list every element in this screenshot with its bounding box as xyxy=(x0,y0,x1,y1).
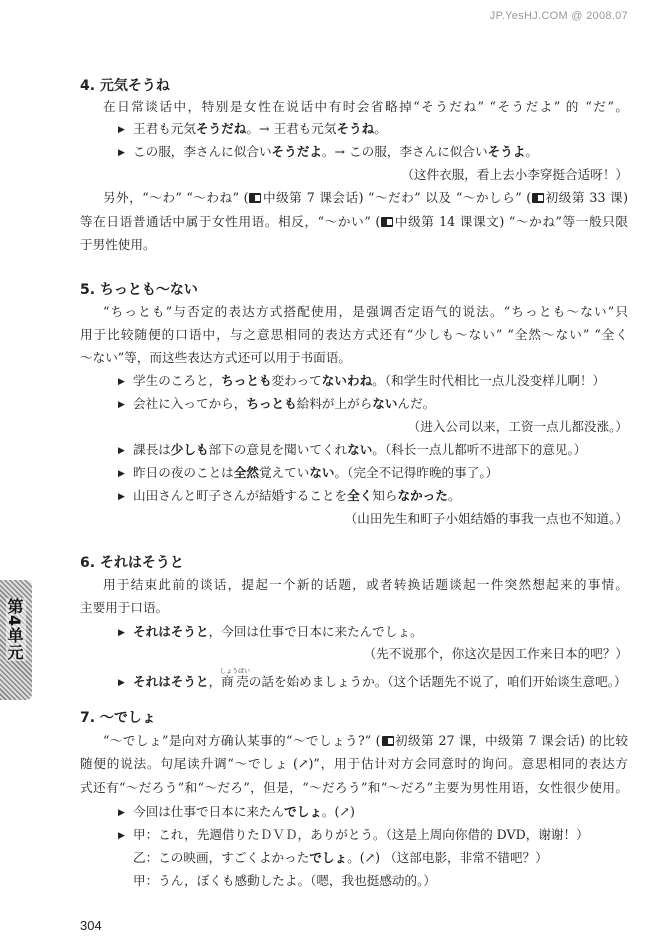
text-segment: （这件衣服，看上去小李穿挺合适呀！） xyxy=(401,167,628,182)
bold-keyword: ちっとも xyxy=(221,373,272,388)
text-segment: 。(↗) （这部电影，非常不错吧？） xyxy=(347,850,548,865)
bullet-triangle-icon: ▶ xyxy=(118,377,125,387)
bold-keyword: でしょ xyxy=(309,850,348,865)
text-segment: 用于结束此前的谈话，提起一个新的话题，或者转换话题谈起一件突然想起来的事情。 xyxy=(103,577,628,592)
text-segment: 中级第 14 课课文) “～かね”等一般只限 xyxy=(394,214,628,229)
text-line xyxy=(80,778,628,798)
example-item xyxy=(118,440,586,460)
bullet-triangle-icon: ▶ xyxy=(118,628,125,638)
bold-keyword: 少しも xyxy=(170,442,209,457)
example-item xyxy=(118,486,460,506)
text-line xyxy=(80,212,628,232)
bold-keyword: ちっとも xyxy=(246,396,297,411)
example-item xyxy=(118,142,538,162)
text-line xyxy=(103,731,628,751)
text-segment: 部下の意見を聞いてくれ xyxy=(208,442,348,457)
translation-line xyxy=(401,165,628,185)
text-segment: （先不说那个，你这次是因工作来日本的吧？） xyxy=(363,646,628,661)
text-line xyxy=(103,575,628,595)
book-reference-icon xyxy=(532,193,544,203)
text-segment: （进入公司以来，工资一点儿都没涨。） xyxy=(407,419,628,434)
text-segment: 随便的说法。句尾读升调“～でしょ (↗)”，用于估计对方会同意时的询问。意思相同的表达方 xyxy=(80,756,628,771)
text-segment: 。（和学生时代相比一点儿没变样儿啊！） xyxy=(372,373,606,388)
bold-keyword: そうだよ xyxy=(271,144,322,159)
translation-line xyxy=(345,509,628,529)
text-line xyxy=(80,754,628,774)
text-segment: 。 xyxy=(447,488,461,503)
text-segment: 。→ 王君も元気 xyxy=(246,121,337,136)
bold-keyword: ない xyxy=(372,396,398,411)
example-item xyxy=(118,463,498,483)
text-segment: んだ。 xyxy=(397,396,436,411)
text-line xyxy=(103,302,628,322)
section-heading: 7. ～でしょ xyxy=(80,710,156,726)
text-segment: 初级第 33 课) xyxy=(545,190,628,205)
text-segment: 課長は xyxy=(133,442,171,457)
text-segment: 覚えてい xyxy=(258,465,310,480)
text-segment: 昨日の夜のことは xyxy=(133,465,234,480)
bold-keyword: ない xyxy=(309,465,335,480)
text-line xyxy=(80,325,628,345)
section-heading: 6. それはそうと xyxy=(80,555,184,571)
text-segment: 。（完全不记得昨晚的事了。） xyxy=(334,465,499,480)
text-segment: 。→ この服，李さんに似合い xyxy=(321,144,488,159)
bullet-triangle-icon: ▶ xyxy=(118,678,125,688)
example-item xyxy=(118,802,355,822)
text-segment: ， xyxy=(208,674,222,689)
text-segment: 変わって xyxy=(271,373,322,388)
text-segment: 学生のころと， xyxy=(133,373,222,388)
page-number: 304 xyxy=(80,918,102,933)
text-line xyxy=(80,235,628,255)
bullet-triangle-icon: ▶ xyxy=(118,400,125,410)
example-item xyxy=(118,825,589,845)
bold-keyword: それはそうと xyxy=(133,674,209,689)
text-segment: 山田さんと町子さんが結婚することを xyxy=(133,488,348,503)
text-segment: の話を始めましょうか。（这个话题先不说了，咱们开始谈生意吧。） xyxy=(248,674,627,689)
watermark: JP.YesHJ.COM @ 2008.07 xyxy=(489,10,628,22)
text-line xyxy=(103,188,628,208)
bold-keyword: それはそうと xyxy=(133,624,209,639)
text-segment: 等在日语普通话中属于女性用语。相反，“～かい” ( xyxy=(80,214,381,229)
text-segment: 。（科长一点儿都听不进部下的意见。） xyxy=(372,442,587,457)
book-reference-icon xyxy=(249,193,261,203)
text-segment: 中级第 7 课会话) “～だわ” 以及 “～かしら” ( xyxy=(262,190,532,205)
text-segment: “～でしょ”是向对方确认某事的“～でしょう?” ( xyxy=(103,733,381,748)
text-segment: 甲：うん，ぼくも感動したよ。（嗯，我也挺感动的。） xyxy=(133,873,436,888)
example-item xyxy=(118,622,423,642)
bold-keyword: そうだね xyxy=(195,121,247,136)
bold-keyword: ないわね xyxy=(321,373,373,388)
section-heading: 4. 元気そうね xyxy=(80,78,170,94)
bullet-triangle-icon: ▶ xyxy=(118,469,125,479)
text-segment: 王君も元気 xyxy=(133,121,196,136)
unit-label: 第4单元 xyxy=(5,598,24,662)
example-item xyxy=(118,394,435,414)
text-segment: “ちっとも”与否定的表达方式搭配使用，是强调否定语气的说法。“ちっとも～ない”只 xyxy=(103,304,628,319)
translation-line xyxy=(364,644,628,664)
book-reference-icon xyxy=(381,217,393,227)
book-reference-icon xyxy=(382,736,394,746)
example-item xyxy=(118,371,605,391)
text-segment: 今回は仕事で日本に来たん xyxy=(133,804,285,819)
text-segment: この服，李さんに似合い xyxy=(133,144,272,159)
ruby-reading: しょうばい xyxy=(219,668,250,675)
bold-keyword: そうよ xyxy=(487,144,526,159)
text-segment: 用于比较随便的口语中，与之意思相同的表达方式还有“少しも～ない” “全然～ない” “全く xyxy=(80,327,628,342)
text-segment: 。(↗) xyxy=(321,804,355,819)
bullet-triangle-icon: ▶ xyxy=(118,831,125,841)
text-segment: 于男性使用。 xyxy=(80,237,156,252)
bold-keyword: 全く xyxy=(347,488,373,503)
text-segment: 会社に入ってから， xyxy=(133,396,247,411)
text-segment: 在日常谈话中，特别是女性在说话中有时会省略掉“そうだね” “そうだよ” 的 “だ”。 xyxy=(103,99,628,114)
bullet-triangle-icon: ▶ xyxy=(118,125,125,135)
example-item xyxy=(118,119,387,139)
bold-keyword: そうね xyxy=(336,121,375,136)
text-segment: 。 xyxy=(374,121,387,136)
text-line xyxy=(133,871,436,891)
bullet-triangle-icon: ▶ xyxy=(118,446,125,456)
bullet-triangle-icon: ▶ xyxy=(118,808,125,818)
example-item xyxy=(118,668,627,688)
bullet-triangle-icon: ▶ xyxy=(118,492,125,502)
translation-line xyxy=(408,417,628,437)
ruby-word xyxy=(219,668,250,689)
section-heading: 5. ちっとも～ない xyxy=(80,282,198,298)
text-segment: 給料が上がら xyxy=(296,396,373,411)
text-segment: 乙：この映画，すごくよかった xyxy=(133,850,310,865)
ruby-base: 商売 xyxy=(219,674,250,689)
text-line xyxy=(103,97,628,117)
text-segment: 式还有“～だろう”和“～だろ”，但是，“～だろう”和“～だろ”主要为男性用语，女性很少使用。 xyxy=(80,780,628,795)
unit-side-tab xyxy=(0,580,32,700)
bold-keyword: 全然 xyxy=(233,465,259,480)
bold-keyword: でしょ xyxy=(284,804,322,819)
text-segment: ～ない”等，而这些表达方式还可以用于书面语。 xyxy=(80,350,351,365)
text-line xyxy=(80,598,628,618)
text-segment: （山田先生和町子小姐结婚的事我一点也不知道。） xyxy=(344,511,628,526)
text-segment: 知ら xyxy=(372,488,398,503)
text-segment: ，今回は仕事で日本に来たんでしょ。 xyxy=(208,624,423,639)
text-segment: 。 xyxy=(525,144,538,159)
text-segment: 主要用于口语。 xyxy=(80,600,169,615)
text-line xyxy=(133,848,548,868)
bold-keyword: なかった xyxy=(397,488,448,503)
text-line xyxy=(80,348,628,368)
bullet-triangle-icon: ▶ xyxy=(118,148,125,158)
bold-keyword: ない xyxy=(347,442,373,457)
text-segment: 初级第 27 课，中级第 7 课会话) 的比较 xyxy=(394,733,629,748)
text-segment: 另外，“～わ” “～わね” ( xyxy=(103,190,249,205)
text-segment: 甲：これ，先週借りたＤＶＤ，ありがとう。（这是上周向你借的 DVD，谢谢！） xyxy=(133,827,589,842)
